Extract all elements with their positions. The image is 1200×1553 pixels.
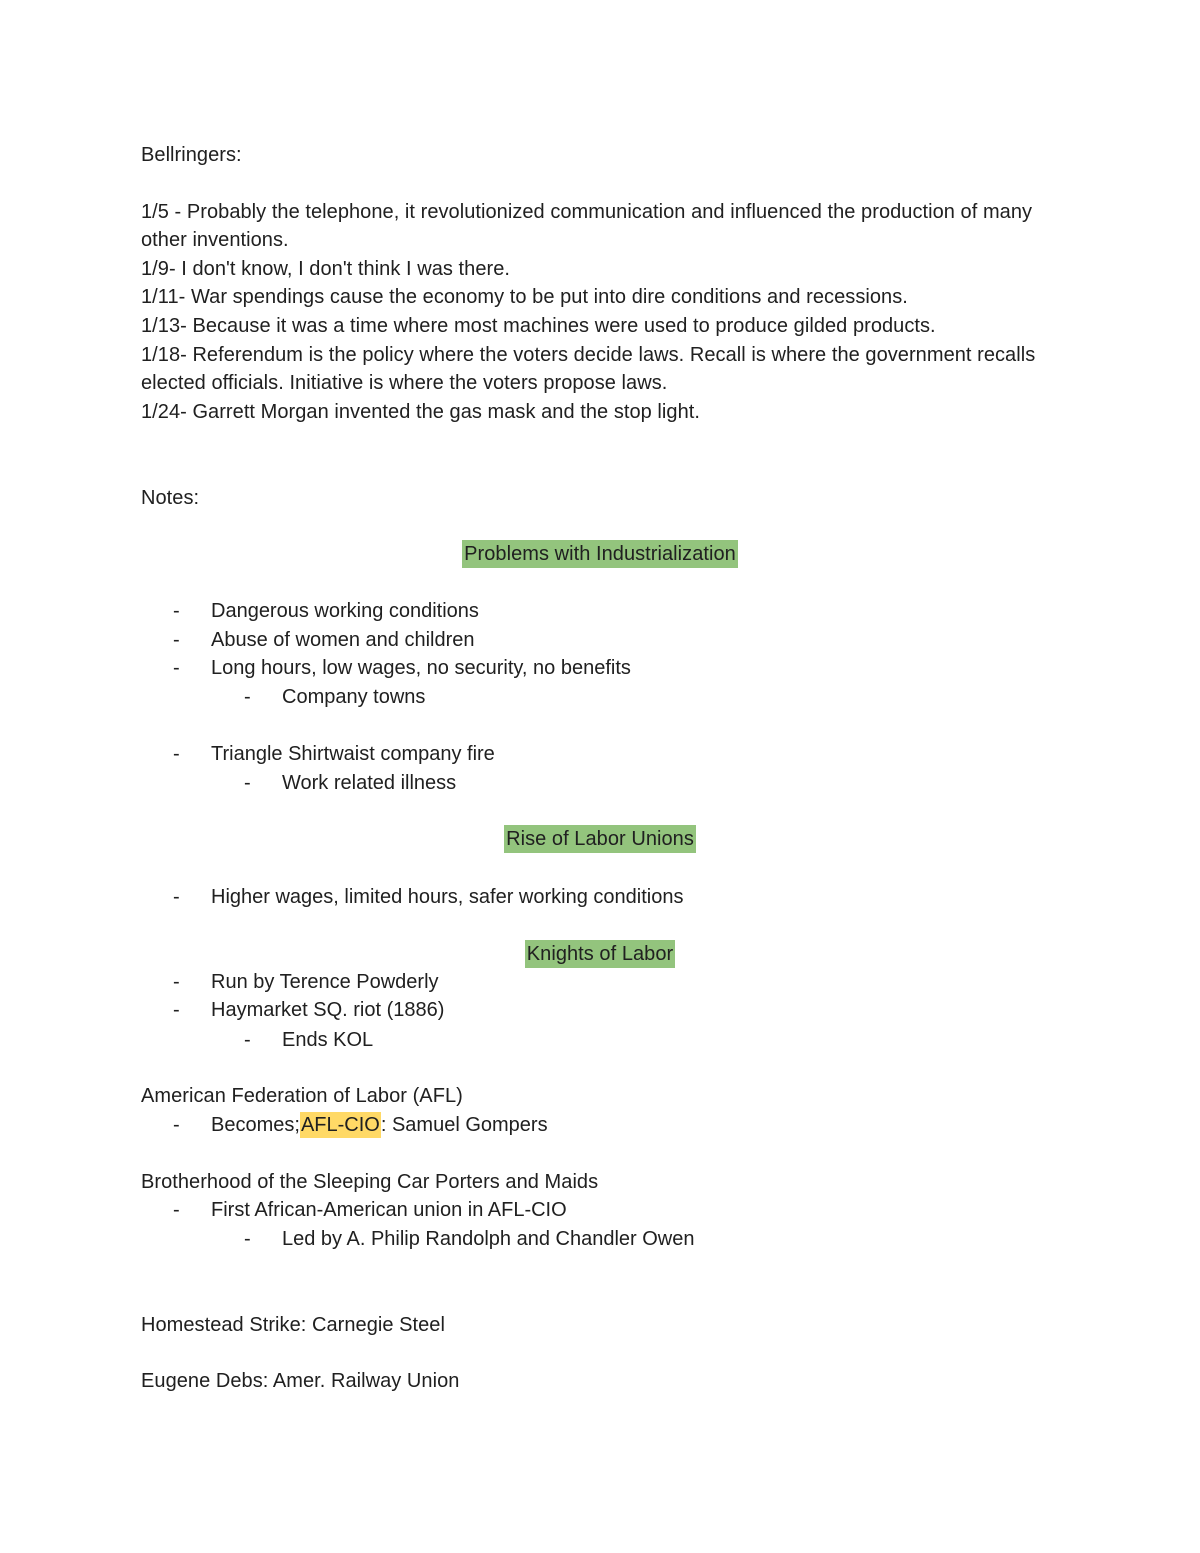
brotherhood-heading: Brotherhood of the Sleeping Car Porters and Maids [141,1171,599,1193]
bellringer-entry: 1/11- War spendings cause the economy to be put into dire conditions and recessions. [141,286,908,308]
bellringers-heading: Bellringers: [141,144,242,166]
bullet-dash: - [244,1029,251,1051]
bullet-dash: - [173,657,180,679]
list-item: Long hours, low wages, no security, no benefits [211,657,631,679]
list-item: Triangle Shirtwaist company fire [211,743,495,765]
afl-heading: American Federation of Labor (AFL) [141,1085,463,1107]
section-title-labor-unions [0,825,1200,853]
bullet-dash: - [173,886,180,908]
list-item: Abuse of women and children [211,629,475,651]
debs-line: Eugene Debs: Amer. Railway Union [141,1370,460,1392]
bullet-dash: - [173,999,180,1021]
afl-becomes-text: Becomes; [211,1114,300,1136]
bellringer-entry: 1/13- Because it was a time where most machines were used to produce gilded products. [141,315,936,337]
list-item: First African-American union in AFL-CIO [211,1199,567,1221]
bullet-dash: - [173,971,180,993]
notes-heading: Notes: [141,487,200,509]
sub-list-item: Ends KOL [282,1029,374,1051]
list-item [211,1111,548,1139]
bellringer-entry: 1/5 - Probably the telephone, it revolutionized communication and influenced the production of many other inventions. [141,201,1033,251]
section-title-problems [0,540,1200,568]
bellringer-entry: 1/18- Referendum is the policy where the voters decide laws. Recall is where the government recalls elected officials. Initiative is where the voters propose laws. [141,344,1036,394]
list-item: Run by Terence Powderly [211,971,439,993]
bullet-dash: - [173,600,180,622]
section-title-knights [0,940,1200,968]
green-highlight: Rise of Labor Unions [504,825,696,853]
bullet-dash: - [244,772,251,794]
bullet-dash: - [173,1199,180,1221]
bullet-dash: - [173,743,180,765]
bullet-dash: - [173,1114,180,1136]
bellringer-entry: 1/9- I don't know, I don't think I was there. [141,258,510,280]
bullet-dash: - [173,629,180,651]
yellow-highlight: AFL-CIO [300,1114,380,1136]
afl-leader-text: : Samuel Gompers [380,1114,548,1136]
list-item: Haymarket SQ. riot (1886) [211,999,445,1021]
green-highlight: Problems with Industrialization [462,540,738,568]
bellringer-entry: 1/24- Garrett Morgan invented the gas mask and the stop light. [141,401,700,423]
green-highlight: Knights of Labor [525,940,675,968]
list-item: Dangerous working conditions [211,600,479,622]
bullet-dash: - [244,1228,251,1250]
sub-list-item: Company towns [282,686,426,708]
sub-list-item: Led by A. Philip Randolph and Chandler Owen [282,1228,695,1250]
homestead-line: Homestead Strike: Carnegie Steel [141,1314,445,1336]
list-item: Higher wages, limited hours, safer working conditions [211,886,684,908]
sub-list-item: Work related illness [282,772,457,794]
bullet-dash: - [244,686,251,708]
